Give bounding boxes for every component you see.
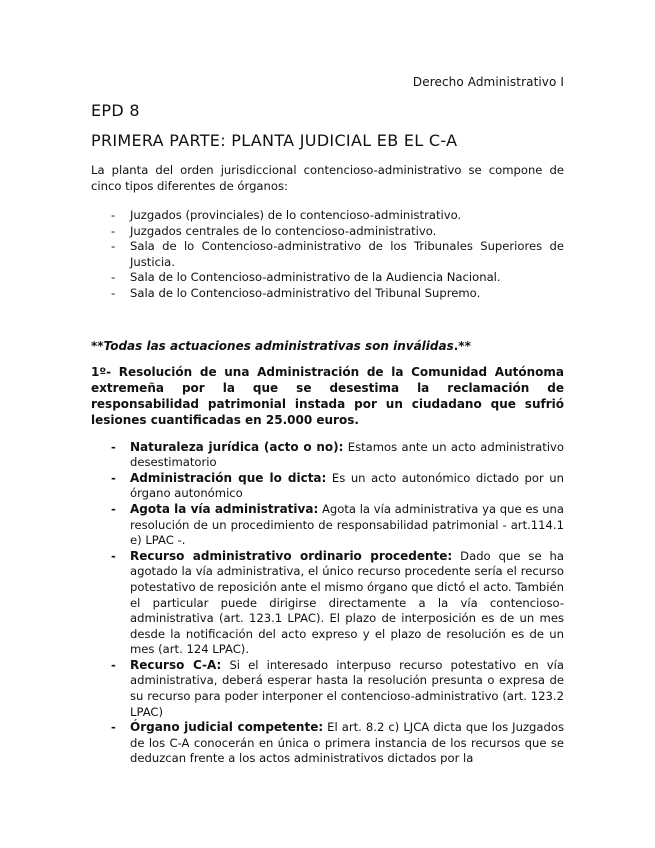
list-item: - Juzgados centrales de lo contencioso-administrativo. [111, 223, 437, 238]
answer-text: El art. 8.2 c) LJCA dicta que los Juzgados de los C-A conocerán en única o primera instancia de los recursos que se deduzcan frente a los actos administrativos dictados por la [130, 720, 564, 766]
bullet-marker: - [111, 548, 116, 563]
dash-marker: - [111, 239, 116, 254]
dash-marker: - [111, 270, 116, 285]
organs-list [91, 208, 564, 302]
answer-label: Naturaleza jurídica (acto o no): [130, 439, 344, 454]
answer-text: Agota la vía administrativa ya que es una resolución de un procedimiento de responsabilidad patrimonial - art.114.1 e) LPAC -. [130, 501, 565, 548]
dash-marker: - [111, 285, 116, 300]
list-item: - Sala de lo Contencioso-administrativo del Tribunal Supremo. [111, 285, 481, 300]
list-item: - Juzgados (provinciales) de lo contencioso-administrativo. [111, 208, 462, 222]
note-line: **Todas las actuaciones administrativas son inválidas.** [91, 338, 471, 353]
list-item: - Sala de lo Contencioso-administrativo de los Tribunales Superiores de Justicia. [111, 239, 564, 269]
answer-label: Recurso C-A: [130, 657, 222, 672]
list-item [91, 502, 564, 549]
list-item [91, 440, 564, 471]
list-item [91, 720, 564, 767]
list-item: - Sala de lo Contencioso-administrativo de la Audiencia Nacional. [111, 270, 501, 285]
page-header: Derecho Administrativo I [412, 75, 564, 89]
document-title: EPD 8 [91, 101, 140, 120]
answer-text: Es un acto autonómico dictado por un órgano autonómico [130, 470, 564, 501]
intro-paragraph: La planta del orden jurisdiccional contencioso-administrativo se compone de cinco tipos diferentes de órganos: [91, 163, 564, 193]
answer-label: Recurso administrativo ordinario procedente: [130, 548, 453, 563]
answer-text: Estamos ante un acto administrativo desestimatorio [130, 439, 564, 470]
list-item [91, 658, 564, 720]
document-body [91, 100, 564, 767]
dash-marker: - [111, 208, 116, 222]
answer-text: Dado que se ha agotado la vía administrativa, el único recurso procedente sería el recurso potestativo de reposición ante el mismo órgano que dictó el acto. También el particular puede dirigirse directamente a la vía contencioso-administrativa (art. 123.1 LPAC). El plazo de interposición es de un mes desde la notificación del acto expreso y el plazo de resolución es de un mes (art. 124 LPAC). [130, 548, 564, 657]
list-item [91, 471, 564, 502]
answer-label: Órgano judicial competente: [130, 720, 324, 735]
answer-label: Agota la vía administrativa: [130, 501, 319, 516]
section-heading: PRIMERA PARTE: PLANTA JUDICIAL EB EL C-A [91, 131, 458, 150]
bullet-marker: - [111, 439, 116, 454]
answers-list [91, 440, 564, 767]
bullet-marker: - [111, 501, 116, 516]
bullet-marker: - [111, 657, 116, 672]
bullet-marker: - [111, 470, 116, 485]
answer-label: Administración que lo dicta: [130, 470, 327, 485]
question-paragraph: 1º- Resolución de una Administración de la Comunidad Autónoma extremeña por la que se desestima la reclamación de responsabilidad patrimonial instada por un ciudadano que sufrió lesiones cuantificadas en 25.000 euros. [91, 364, 564, 427]
bullet-marker: - [111, 720, 116, 735]
answer-text: Si el interesado interpuso recurso potestativo en vía administrativa, deberá esperar hasta la resolución presunta o expresa de su recurso para poder interponer el contencioso-administrativo (art. 123.2 LPAC) [130, 657, 564, 719]
dash-marker: - [111, 223, 116, 238]
list-item [91, 549, 564, 658]
